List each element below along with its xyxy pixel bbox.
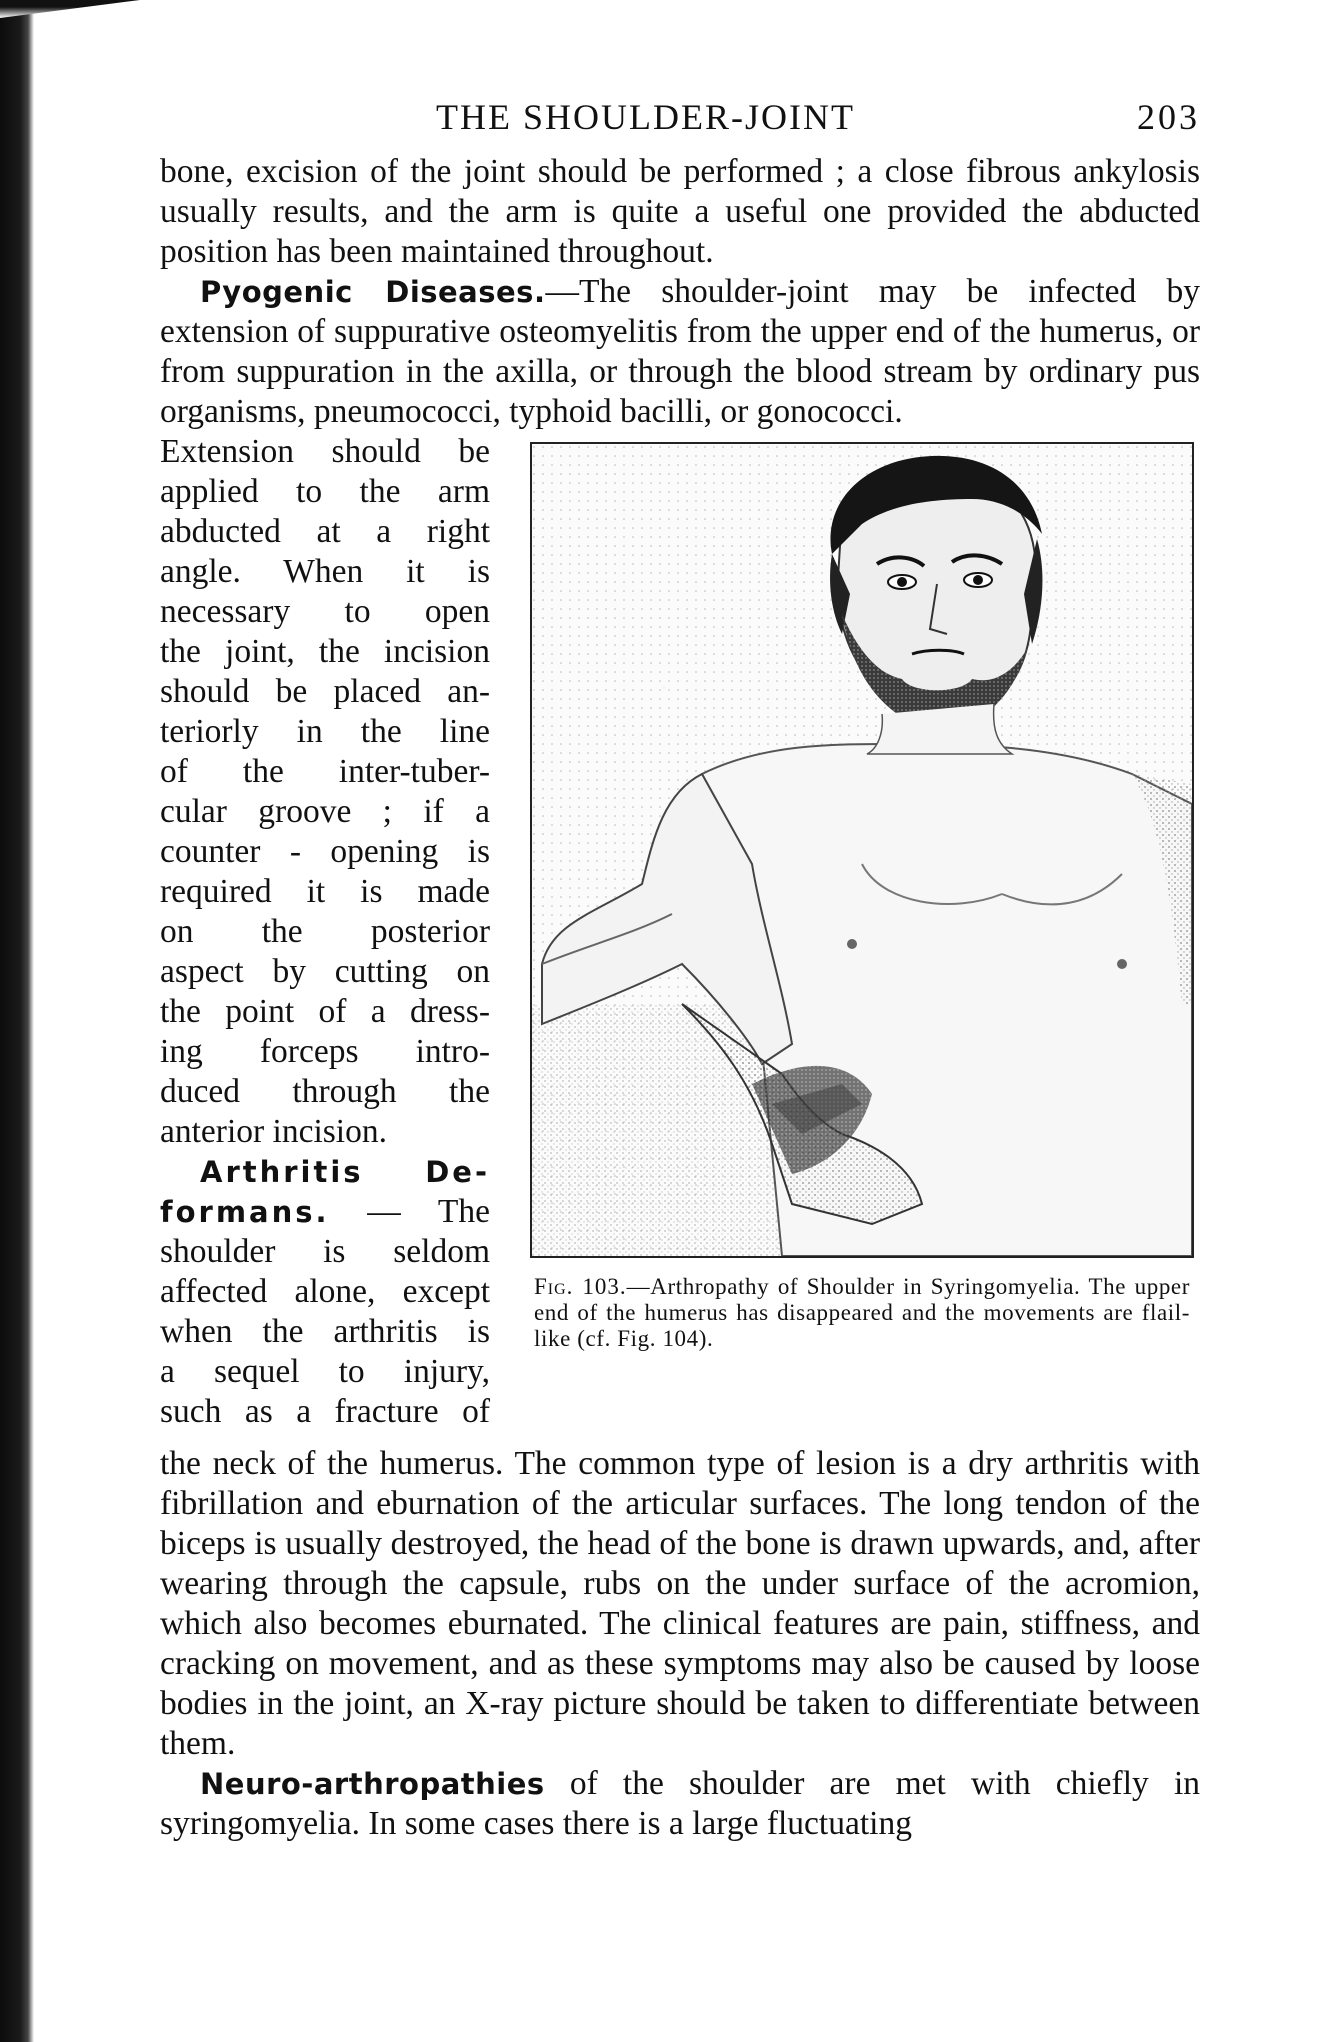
- neuro-body: of the shoulder are met with chiefly in syringomyelia. In some cases there is a large fluctuating: [160, 1765, 1200, 1842]
- arthritis-heading-line: [160, 1152, 490, 1192]
- arthritis-line: — The: [367, 1193, 491, 1230]
- left-nipple: [847, 939, 857, 949]
- narrow-line: the point of a dress-: [160, 993, 490, 1030]
- narrow-line: the joint, the incision: [160, 633, 490, 670]
- arthritis-line: affected alone, except: [160, 1273, 490, 1310]
- figure-label: Fig. 103.: [534, 1274, 627, 1299]
- heading-arthritis-deformans-1: Arthritis De-: [200, 1155, 490, 1189]
- heading-pyogenic-diseases: Pyogenic Diseases.: [200, 275, 546, 309]
- narrow-line: counter - opening is: [160, 833, 490, 870]
- paragraph-excision: bone, excision of the joint should be performed ; a close fibrous ankylosis usually results, and the arm is quite a useful one provided the abducted position has been maintained throughout.: [160, 153, 1200, 270]
- figure-plate: [530, 442, 1194, 1258]
- page-number: 203: [1137, 97, 1200, 137]
- right-nipple: [1117, 959, 1127, 969]
- narrow-line: applied to the arm: [160, 473, 490, 510]
- arthritis-heading-line-2: [160, 1192, 490, 1232]
- narrow-line: cular groove ; if a: [160, 793, 490, 830]
- paragraph-arthritis-continued: the neck of the humerus. The common type of lesion is a dry arthritis with fibrillation and eburnation of the articular surfaces. The long tendon of the biceps is usually destroyed, the head of the bone is drawn upwards, and, after wearing through the capsule, rubs on the under surface of the acromion, which also becomes eburnated. The clinical features are pain, stiffness, and cracking on movement, and as these symptoms may also be caused by loose bodies in the joint, an X-ray picture should be taken to differentiate between them.: [160, 1445, 1200, 1762]
- narrow-line: anterior incision.: [160, 1113, 387, 1150]
- body-text-top: [160, 152, 1200, 432]
- heading-neuro-arthropathies: Neuro-arthropathies: [200, 1767, 545, 1801]
- paragraph-pyogenic: [160, 272, 1200, 432]
- narrow-line: ing forceps intro-: [160, 1033, 490, 1070]
- figure-caption: [534, 1274, 1190, 1352]
- arthritis-line: such as a fracture of: [160, 1393, 490, 1430]
- pyogenic-body: —The shoulder-joint may be infected by extension of suppurative osteomyelitis from the upper end of the humerus, or from suppuration in the axilla, or through the blood stream by ordinary pus organisms, pneumococci, typhoid bacilli, or gonococci.: [160, 273, 1201, 430]
- scan-binding-shadow: [0, 0, 34, 2042]
- narrow-line: of the inter-tuber-: [160, 753, 490, 790]
- narrow-line: necessary to open: [160, 593, 490, 630]
- narrow-line: required it is made: [160, 873, 490, 910]
- left-pupil: [897, 577, 907, 587]
- arthritis-line: shoulder is seldom: [160, 1233, 490, 1270]
- narrow-line: angle. When it is: [160, 553, 490, 590]
- narrow-line: on the posterior: [160, 913, 490, 950]
- figure-caption-text: —Arthropathy of Shoulder in Syringomyelia. The upper end of the humerus has disappeared and the movements are flail-like (cf. Fig. 104).: [534, 1274, 1190, 1351]
- chapter-title: THE SHOULDER-JOINT: [436, 97, 855, 137]
- book-page: [160, 96, 1200, 1844]
- arthritis-line: when the arthritis is: [160, 1313, 490, 1350]
- narrow-line: aspect by cutting on: [160, 953, 490, 990]
- right-pupil: [973, 575, 983, 585]
- scan-corner-mark: [0, 0, 140, 18]
- narrow-line: teriorly in the line: [160, 713, 490, 750]
- narrow-text-column: [160, 432, 490, 1432]
- syringomyelia-patient-illustration: [532, 444, 1192, 1256]
- paragraph-neuro-arthropathies: [160, 1764, 1200, 1844]
- figure-103: [530, 442, 1200, 1352]
- body-text-bottom: [160, 1444, 1200, 1844]
- narrow-line: should be placed an-: [160, 673, 490, 710]
- running-head: [160, 96, 1200, 152]
- narrow-line: Extension should be: [160, 433, 490, 470]
- narrow-line: duced through the: [160, 1073, 490, 1110]
- text-with-figure: [160, 432, 1200, 1444]
- narrow-line: abducted at a right: [160, 513, 490, 550]
- arthritis-line: a sequel to injury,: [160, 1353, 490, 1390]
- heading-arthritis-deformans-2: formans.: [160, 1195, 330, 1229]
